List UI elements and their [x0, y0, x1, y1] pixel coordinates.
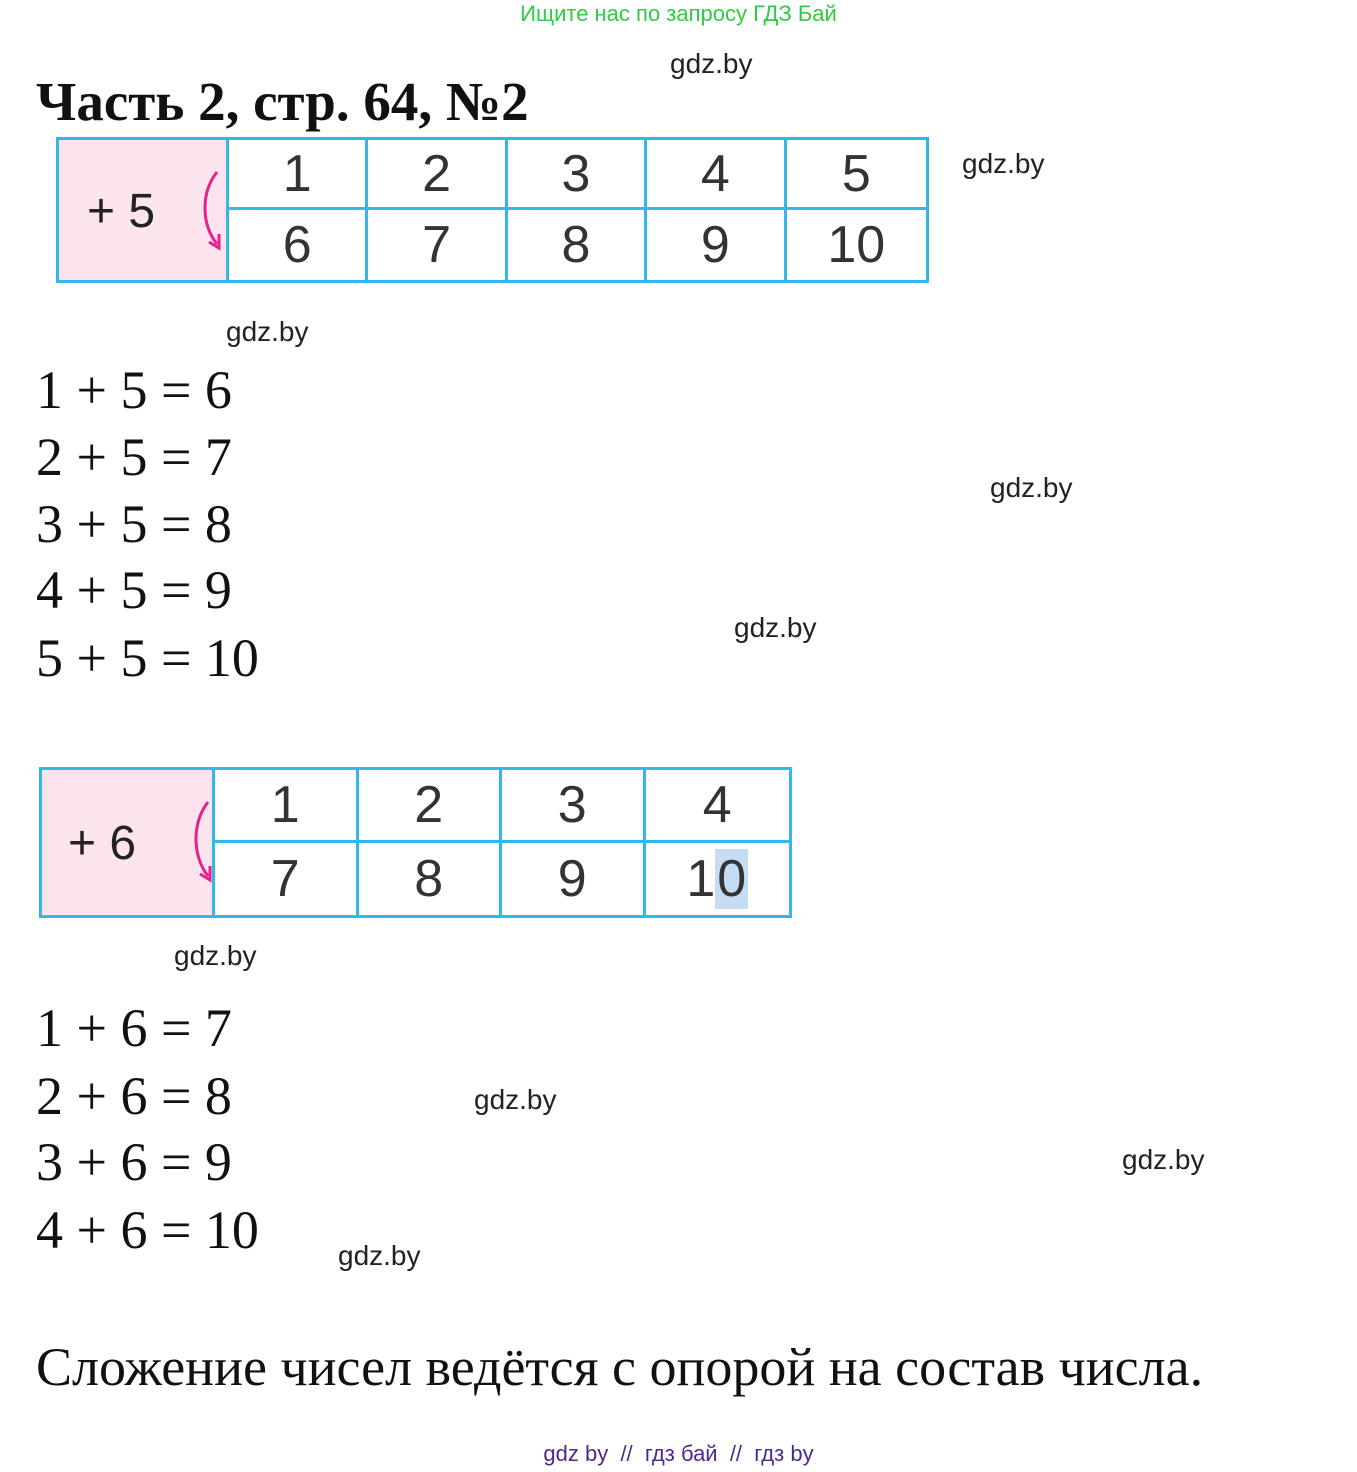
watermark: gdz.by: [670, 48, 753, 79]
result-digit: 1: [686, 849, 716, 908]
top-cell: 3: [508, 140, 647, 210]
footer-links: gdz by // гдз бай // гдз by: [543, 1441, 814, 1466]
highlighted-digit: 0: [717, 849, 747, 908]
top-cell: 4: [646, 770, 790, 843]
search-banner: Ищите нас по запросу ГДЗ Бай: [520, 1, 837, 26]
watermark: gdz.by: [174, 940, 257, 971]
conclusion-text: Сложение чисел ведётся с опорой на состав числа.: [36, 1337, 1204, 1397]
watermark: gdz.by: [990, 472, 1073, 503]
result-cell: 9: [647, 210, 786, 280]
equation: 5 + 5 = 10: [36, 628, 259, 688]
top-cell: 2: [359, 770, 503, 843]
equation: 4 + 5 = 9: [36, 560, 232, 620]
result-cell: 6: [229, 210, 368, 280]
top-cell: 1: [229, 140, 368, 210]
watermark: gdz.by: [338, 1240, 421, 1271]
operator-label: + 5: [87, 185, 156, 238]
equation: 4 + 6 = 10: [36, 1200, 259, 1260]
result-cell: 7: [368, 210, 507, 280]
top-cell: 2: [368, 140, 507, 210]
operator-cell: [59, 140, 229, 280]
watermark: gdz.by: [734, 612, 817, 643]
number-grid: [215, 770, 789, 915]
curved-arrow-icon: [188, 798, 218, 886]
equation: 1 + 5 = 6: [36, 360, 232, 420]
curved-arrow-icon: [197, 168, 227, 254]
result-cell: 10: [827, 216, 886, 274]
watermark: gdz.by: [474, 1084, 557, 1115]
result-cell: [646, 843, 790, 916]
result-cell: 8: [359, 843, 503, 916]
top-cell: 3: [502, 770, 646, 843]
equation: 3 + 5 = 8: [36, 494, 232, 554]
top-cell: 1: [215, 770, 359, 843]
page-title: Часть 2, стр. 64, №2: [36, 71, 529, 132]
result-cell: 8: [508, 210, 647, 280]
equation: 3 + 6 = 9: [36, 1132, 232, 1192]
top-cell: 5: [787, 140, 926, 210]
equation: 2 + 6 = 8: [36, 1066, 232, 1126]
number-grid: [229, 140, 926, 280]
watermark: gdz.by: [1122, 1144, 1205, 1175]
addition-table-plus-6: [39, 767, 792, 918]
result-cell: 7: [215, 843, 359, 916]
addition-table-plus-5: [56, 137, 929, 283]
equation: 1 + 6 = 7: [36, 998, 232, 1058]
equation: 2 + 5 = 7: [36, 427, 232, 487]
watermark: gdz.by: [226, 316, 309, 347]
top-cell: 4: [647, 140, 786, 210]
operator-cell: [42, 770, 215, 915]
watermark: gdz.by: [962, 148, 1045, 179]
result-cell: 9: [502, 843, 646, 916]
operator-label: + 6: [68, 817, 137, 870]
